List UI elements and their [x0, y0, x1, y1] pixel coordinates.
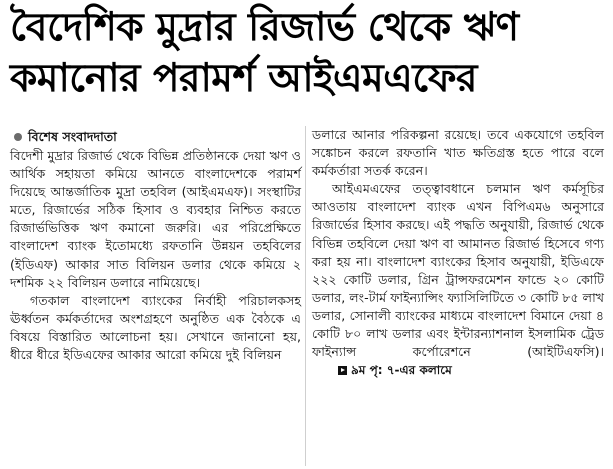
- continuation-label: ৯ম পৃ: ৭-এর কলামে: [351, 363, 452, 378]
- arrow-right-icon: [338, 366, 347, 375]
- continuation-link[interactable]: [318, 361, 452, 379]
- headline-line-1: বৈদেশিক মুদ্রার রিজার্ভ থেকে ঋণ: [10, 5, 519, 50]
- headline-line-2: কমানোর পরামর্শ আইএমএফের: [10, 56, 477, 101]
- article-column-right: [312, 126, 604, 379]
- paragraph-text: আইএমএফের তত্ত্বাবধানে চলমান ঋণ কর্মসূচির আওতায় বাংলাদেশ ব্যাংক এখন বিপিএম৬ অনুসারে রিজার্ভের হিসাব করছে। এই পদ্ধতি অনুযায়ী, রিজার্ভ থেকে বিভিন্ন তহবিলে দেয়া ঋণ বা আমানত রিজার্ভ হিসেবে গণ্য করা হয় না। বাংলাদেশ ব্যাংকের হিসাব অনুযায়ী, ইডিএফে ২২২ কোটি ডলার, গ্রিন ট্রান্সফরমেশন ফান্ডে ২০ কোটি ডলার, লং-টার্ম ফাইন্যান্সিং ফ্যাসিলিটিতে ৩ কোটি ৮৫ লাখ ডলার, সোনালী ব্যাংকের মাধ্যমে বাংলাদেশ বিমানে দেয়া ৪ কোটি ৮০ লাখ ডলার এবং ইন্টারন্যাশনাল ইসলামিক ট্রেড ফাইন্যান্স কর্পোরেশনে (আইটিএফসি)।: [312, 181, 604, 360]
- paragraph: বিদেশী মুদ্রার রিজার্ভ থেকে বিভিন্ন প্রতিষ্ঠানকে দেয়া ঋণ ও আর্থিক সহায়তা কমিয়ে আনতে বাংলাদেশকে পরামর্শ দিয়েছে আন্তর্জাতিক মুদ্রা তহবিল (আইএমএফ)। সংস্থাটির মতে, রিজার্ভের সঠিক হিসাব ও ব্যবহার নিশ্চিত করতে রিজার্ভভিত্তিক ঋণ কমানো জরুরি। এর পরিপ্রেক্ষিতে বাংলাদেশ ব্যাংক ইতোমধ্যে রফতানি উন্নয়ন তহবিলের (ইডিএফ) আকার সাত বিলিয়ন ডলার থেকে কমিয়ে ২ দশমিক ২২ বিলিয়ন ডলারে নামিয়েছে।: [10, 148, 301, 290]
- headline: [10, 2, 610, 104]
- paragraph: গতকাল বাংলাদেশ ব্যাংকের নির্বাহী পরিচালকসহ ঊর্ধ্বতন কর্মকর্তাদের অংশগ্রহণে অনুষ্ঠিত এক বৈঠকে এ বিষয়ে বিস্তারিত আলোচনা হয়। সেখানে জানানো হয়, ধীরে ধীরে ইডিএফের আকার আরো কমিয়ে দুই বিলিয়ন: [10, 292, 301, 363]
- column-divider: [305, 126, 306, 466]
- paragraph-with-jump: [312, 180, 604, 379]
- article-column-left: [10, 128, 301, 364]
- paragraph: ডলারে আনার পরিকল্পনা রয়েছে। তবে একযোগে তহবিল সঙ্কোচন করলে রফতানি খাত ক্ষতিগ্রস্ত হতে পারে বলে কর্মকর্তারা সতর্ক করেন।: [312, 127, 604, 179]
- byline-text: বিশেষ সংবাদদাতা: [28, 129, 117, 144]
- byline: [10, 128, 301, 146]
- bullet-icon: [14, 133, 22, 141]
